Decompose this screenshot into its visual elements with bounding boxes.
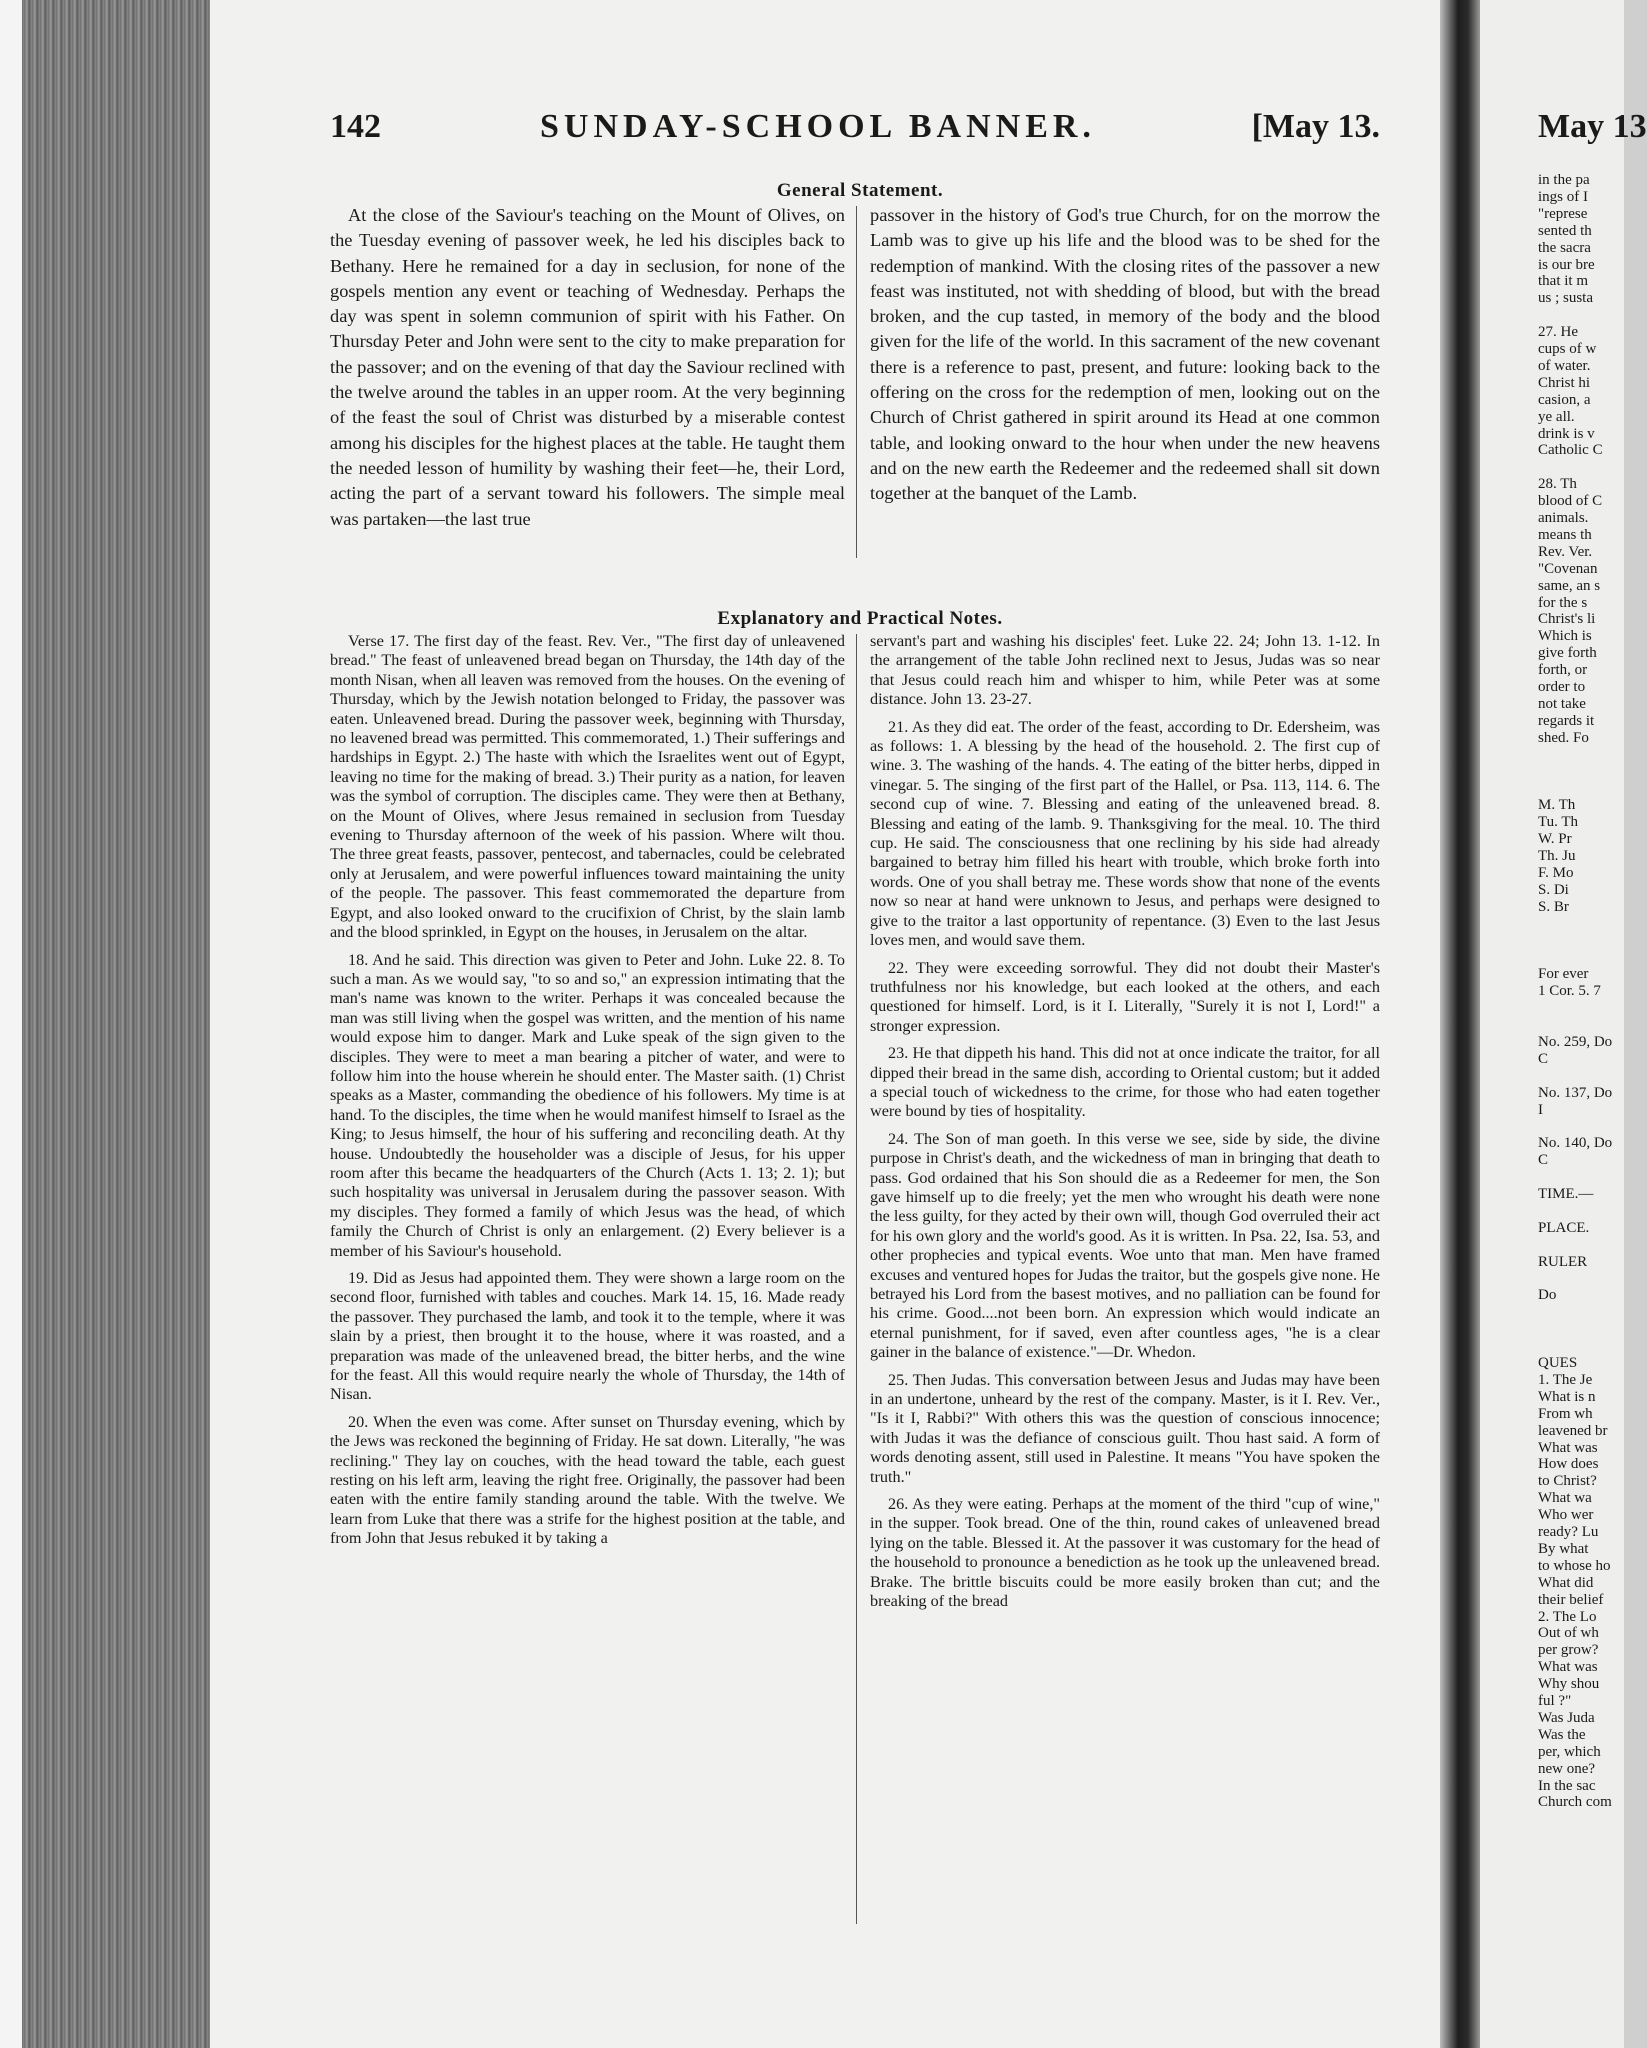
notes-col-1 [330, 632, 845, 1557]
note-paragraph: 25. Then Judas. This conversation between Jesus and Judas may have been in an undertone, unheard by the rest of the company. Master, is it I. Rev. Ver., "Is it I, Rabbi?" With others this was the question of conscious innocence; with Judas it was the defiance of conscious guilt. Thou hast said. A form of words denoting assent, still used in Palestine. It means "You have spoken the truth." [870, 1370, 1380, 1486]
book-gutter [1440, 0, 1480, 2048]
note-paragraph: 20. When the even was come. After sunset on Thursday evening, which by the Jews was reckoned the beginning of Friday. He sat down. Literally, "he was reclining." They lay on couches, with the head toward the table, each guest resting on his left arm, leaving the right free. Originally, the passover had been eaten with the entire family standing around the table. With the twelve. We learn from Luke that there was a strife for the highest position at the table, and from John that Jesus rebuked it by taking a [330, 1412, 845, 1548]
note-paragraph: 18. And he said. This direction was given to Peter and John. Luke 22. 8. To such a man. As we would say, "to so and so," an expression intimating that the man's name was known to the writer. Perhaps it was concealed because the man was still living when the gospel was written, and the mention of his name would expose him to danger. Mark and Luke speak of the sign given to the disciples. They were to meet a man bearing a pitcher of water, and were to follow him into the house wherein he should enter. The Master saith. (1) Christ speaks as a Master, commanding the obedience of his followers. My time is at hand. To the disciples, the time when he would manifest himself to Israel as the King; to Jesus himself, the hour of his suffering and reconciling death. At thy house. Undoubtedly the householder was a disciple of Jesus, for his upper room after this became the headquarters of the Church (Acts 1. 13; 2. 1); but such hospitality was universal in Jerusalem during the passover season. With my disciples. They formed a family of which Jesus was the head, of which family the Church of Christ is only an enlargement. (2) Every believer is a member of his Saviour's household. [330, 950, 845, 1260]
next-page-line: in the pa [1538, 172, 1590, 188]
next-page-line: leavened br [1538, 1422, 1608, 1439]
next-page-line: to Christ? [1538, 1473, 1597, 1490]
next-page-line: Out of wh [1538, 1625, 1599, 1642]
next-page-line: C [1538, 1152, 1549, 1169]
next-page-line: the sacra [1538, 239, 1591, 256]
next-page-line: per grow? [1538, 1642, 1599, 1659]
note-paragraph: 23. He that dippeth his hand. This did not at once indicate the traitor, for all dipped their bread in the same dish, according to Oriental custom; but it added a special touch of wickedness to the crime, for those who had eaten together were bound by ties of hospitality. [870, 1044, 1380, 1121]
next-page-line: shed. Fo [1538, 729, 1589, 746]
next-page-line: No. 137, Do [1538, 1084, 1613, 1101]
next-page-line: blood of C [1538, 493, 1603, 510]
next-page-line: TIME.— [1538, 1186, 1594, 1202]
next-page-line: their belief [1538, 1591, 1604, 1608]
next-page-line: "Covenan [1538, 560, 1598, 577]
next-page-line: "represe [1538, 205, 1588, 222]
next-page-line: F. Mo [1538, 864, 1574, 881]
next-page-line: of water. [1538, 357, 1591, 374]
next-page-line: 27. He [1538, 324, 1578, 341]
issue-date: [May 13. [1251, 108, 1380, 145]
note-paragraph: servant's part and washing his disciples' feet. Luke 22. 24; John 13. 1-12. In the arrangement of the table John reclined next to Jesus, Judas was so near that Jesus could reach him and whisper to him, while Peter was at some distance. John 13. 23-27. [870, 632, 1380, 709]
column-divider [856, 206, 857, 558]
note-paragraph: Verse 17. The first day of the feast. Rev. Ver., "The first day of unleavened bread." The feast of unleavened bread began on Thursday, the 14th day of the month Nisan, when all leaven was removed from the houses. On the evening of Thursday, which by the Jewish notation belonged to Friday, the passover was eaten. Unleavened bread. During the passover week, beginning with Thursday, no leavened bread was permitted. This commemorated, 1.) Their sufferings and hardships in Egypt. 2.) The haste with which the Israelites went out of Egypt, leaving no time for the making of bread. 3.) Their purity as a nation, for leaven was the symbol of corruption. The disciples came. They were then at Bethany, on the Mount of Olives, where Jesus remained in seclusion from Tuesday evening to Thursday afternoon of the week of his passion. Where wilt thou. The three great feasts, passover, pentecost, and tabernacles, could be celebrated only at Jerusalem, and were powerful influences toward maintaining the unity of the people. The passover. This feast commemorated the departure from Egypt, and also looked onward to the crucifixion of Christ, by the slain lamb and the blood sprinkled, in Egypt on the houses, in Jerusalem on the altar. [330, 632, 845, 942]
next-page-line: No. 140, Do [1538, 1135, 1613, 1152]
next-page-line: W. Pr [1538, 831, 1572, 848]
next-page-line: What was [1538, 1659, 1598, 1676]
next-page-line: Do [1538, 1287, 1557, 1304]
next-page-line: Which is [1538, 628, 1592, 645]
next-page-line: In the sac [1538, 1777, 1596, 1794]
next-page-line: Th. Ju [1538, 848, 1576, 864]
column-divider [856, 634, 857, 1924]
next-page-line: S. Di [1538, 881, 1569, 898]
next-page-line: ings of I [1538, 188, 1588, 205]
next-page-line: Church com [1538, 1794, 1612, 1811]
next-page-line: for the s [1538, 594, 1588, 611]
next-page-line: is our bre [1538, 256, 1595, 273]
page [210, 0, 1440, 2048]
page-header [330, 108, 1380, 156]
next-page-line: means th [1538, 526, 1592, 543]
next-page-line: Christ hi [1538, 374, 1591, 391]
next-page-line: us ; susta [1538, 290, 1594, 307]
next-page-line: same, an s [1538, 577, 1601, 594]
next-page-line: RULER [1538, 1253, 1588, 1270]
running-title: SUNDAY-SCHOOL BANNER. [540, 108, 1096, 145]
next-page-line: By what [1538, 1540, 1589, 1557]
next-page-line: I [1538, 1101, 1543, 1118]
next-page-line: per, which [1538, 1743, 1601, 1760]
next-page-header: May 13 [1538, 108, 1647, 145]
next-page-line: forth, or [1538, 662, 1588, 679]
next-page-line: For ever [1538, 966, 1589, 983]
next-page-line: How does [1538, 1456, 1599, 1473]
next-page-line: Why shou [1538, 1676, 1600, 1693]
note-paragraph: 19. Did as Jesus had appointed them. They were shown a large room on the second floor, furnished with tables and couches. Mark 14. 15, 16. Made ready the passover. They purchased the lamb, and took it to the temple, where it was slain by a priest, then brought it to the house, where it was roasted, and a preparation was made of the unleavened bread, the bitter herbs, and the wine for the feast. All this would require nearly the whole of Thursday, the 14th of Nisan. [330, 1269, 845, 1404]
next-page-line: new one? [1538, 1760, 1596, 1777]
next-page-line: cups of w [1538, 341, 1597, 357]
note-paragraph: 21. As they did eat. The order of the feast, according to Dr. Edersheim, was as follows: 1. A blessing by the head of the household. 2. The first cup of wine. 3. The washing of the hands. 4. The eating of the bitter herbs, dipped in vinegar. 5. The singing of the first part of the Hallel, or Psa. 113, 114. 6. The second cup of wine. 7. Blessing and eating of the unleavened bread. 8. Blessing and eating of the lamb. 9. Thanksgiving for the meal. 10. The third cup. He said. The consciousness that one reclining by his side had already bargained to betray him filled his heart with trouble, which broke forth into words. One of you shall betray me. These words show that none of the events now so near at hand were unknown to Jesus, and perhaps were designed to give to the traitor a last opportunity of repentance. (3) Even to the last Jesus loves men, and would save them. [870, 717, 1380, 950]
note-paragraph: 22. They were exceeding sorrowful. They did not doubt their Master's truthfulness nor his knowledge, but each looked at the others, and each questioned for himself. Lord, is it I. Literally, "Surely it is not I, Lord!" a stronger expression. [870, 958, 1380, 1035]
next-page-line: order to [1538, 679, 1586, 695]
next-page-line: 28. Th [1538, 476, 1577, 493]
general-statement-col-1 [330, 203, 845, 532]
next-page-line: M. Th [1538, 797, 1576, 814]
next-page-line: ye all. [1538, 408, 1575, 425]
book-spine-edge [0, 0, 210, 2048]
next-page-line: Was Juda [1538, 1709, 1595, 1726]
next-page-fragment [1480, 0, 1647, 2048]
next-page-line: What was [1538, 1439, 1598, 1456]
next-page-line: casion, a [1538, 391, 1591, 408]
next-page-line: that it m [1538, 273, 1588, 290]
next-page-line: No. 259, Do [1538, 1033, 1613, 1050]
general-statement-paragraph: At the close of the Saviour's teaching on the Mount of Olives, on the Tuesday evening of passover week, he led his disciples back to Bethany. Here he remained for a day in seclusion, for none of the gospels mention any event or teaching of Wednesday. Perhaps the day was spent in solemn communion of spirit with his Father. On Thursday Peter and John were sent to the city to make preparation for the passover; and on the evening of that day the Saviour reclined with the twelve around the tables in an upper room. At the very beginning of the feast the soul of Christ was disturbed by a miserable contest among his disciples for the highest places at the table. He taught them the needed lesson of humility by washing their feet—he, their Lord, acting the part of a servant toward his followers. The simple meal was partaken—the last true [330, 205, 845, 529]
next-page-line: sented th [1538, 222, 1592, 239]
next-page-line: 2. The Lo [1538, 1608, 1597, 1625]
next-page-line: 1. The Je [1538, 1371, 1593, 1388]
next-page-line: ful ?" [1538, 1693, 1572, 1709]
next-page-line: What did [1538, 1574, 1594, 1591]
notes-title: Explanatory and Practical Notes. [717, 608, 1003, 629]
next-page-line: Catholic C [1538, 442, 1603, 459]
next-page-line: From wh [1538, 1405, 1593, 1422]
next-page-line: ready? Lu [1538, 1524, 1599, 1540]
next-page-line: QUES [1538, 1355, 1578, 1371]
next-page-line: to whose ho [1538, 1557, 1611, 1574]
next-page-line: not take [1538, 695, 1586, 712]
next-page-line: Was the [1538, 1726, 1586, 1743]
notes-col-2 [870, 632, 1380, 1620]
next-page-line: What is n [1538, 1388, 1596, 1405]
next-page-line: regards it [1538, 712, 1595, 729]
page-number: 142 [330, 108, 381, 145]
next-page-line: drink is v [1538, 425, 1595, 442]
general-statement-paragraph: passover in the history of God's true Church, for on the morrow the Lamb was to give up his life and the blood was to be shed for the redemption of mankind. With the closing rites of the passover a new feast was instituted, not with shedding of blood, but with the bread broken, and the cup tasted, in memory of the body and the blood given for the life of the world. In this sacrament of the new covenant there is a reference to past, present, and future: looking back to the offering on the cross for the redemption of men, looking out on the Church of Christ gathered in spirit around its Head at one common table, and looking onward to the hour when under the new heavens and on the new earth the Redeemer and the redeemed shall sit down together at the banquet of the Lamb. [870, 205, 1380, 504]
next-page-line: give forth [1538, 645, 1597, 662]
next-page-line: Rev. Ver. [1538, 543, 1593, 560]
next-page-line: Tu. Th [1538, 814, 1579, 831]
note-paragraph: 24. The Son of man goeth. In this verse we see, side by side, the divine purpose in Christ's death, and the wickedness of man in bringing that death to pass. God ordained that his Son should die as a Redeemer for men, the Son gave himself up to die freely; yet the men who wrought his death were none the less guilty, for they acted by their own will, though God overruled their act for his own glory and the world's good. As it is written. In Psa. 22, Isa. 53, and other prophecies and typical events. Woe unto that man. Men have framed excuses and ventured hopes for Judas the traitor, but the gospels give none. He betrayed his Lord from the basest motives, and no palliation can be found for his crime. Good....not been born. An expression which would indicate an eternal punishment, for if saved, even after countless ages, "he is a clear gainer in the balance of existence."—Dr. Whedon. [870, 1129, 1380, 1362]
general-statement-col-2 [870, 203, 1380, 507]
next-page-line: Christ's li [1538, 611, 1596, 628]
next-page-line: animals. [1538, 510, 1589, 526]
next-page-line: 1 Cor. 5. 7 [1538, 983, 1601, 1000]
next-page-line: PLACE. [1538, 1219, 1590, 1236]
next-page-line: What wa [1538, 1490, 1592, 1507]
next-page-line: C [1538, 1050, 1549, 1067]
general-statement-title: General Statement. [776, 180, 944, 201]
next-page-line: Who wer [1538, 1507, 1594, 1524]
note-paragraph: 26. As they were eating. Perhaps at the moment of the third "cup of wine," in the supper. Took bread. One of the thin, round cakes of unleavened bread lying on the table. Blessed it. At the passover it was customary for the head of the household to pronounce a benediction as he took up the unleavened bread. Brake. The brittle biscuits could be more easily broken than cut; and the breaking of the bread [870, 1495, 1380, 1611]
next-page-line: S. Br [1538, 898, 1569, 915]
